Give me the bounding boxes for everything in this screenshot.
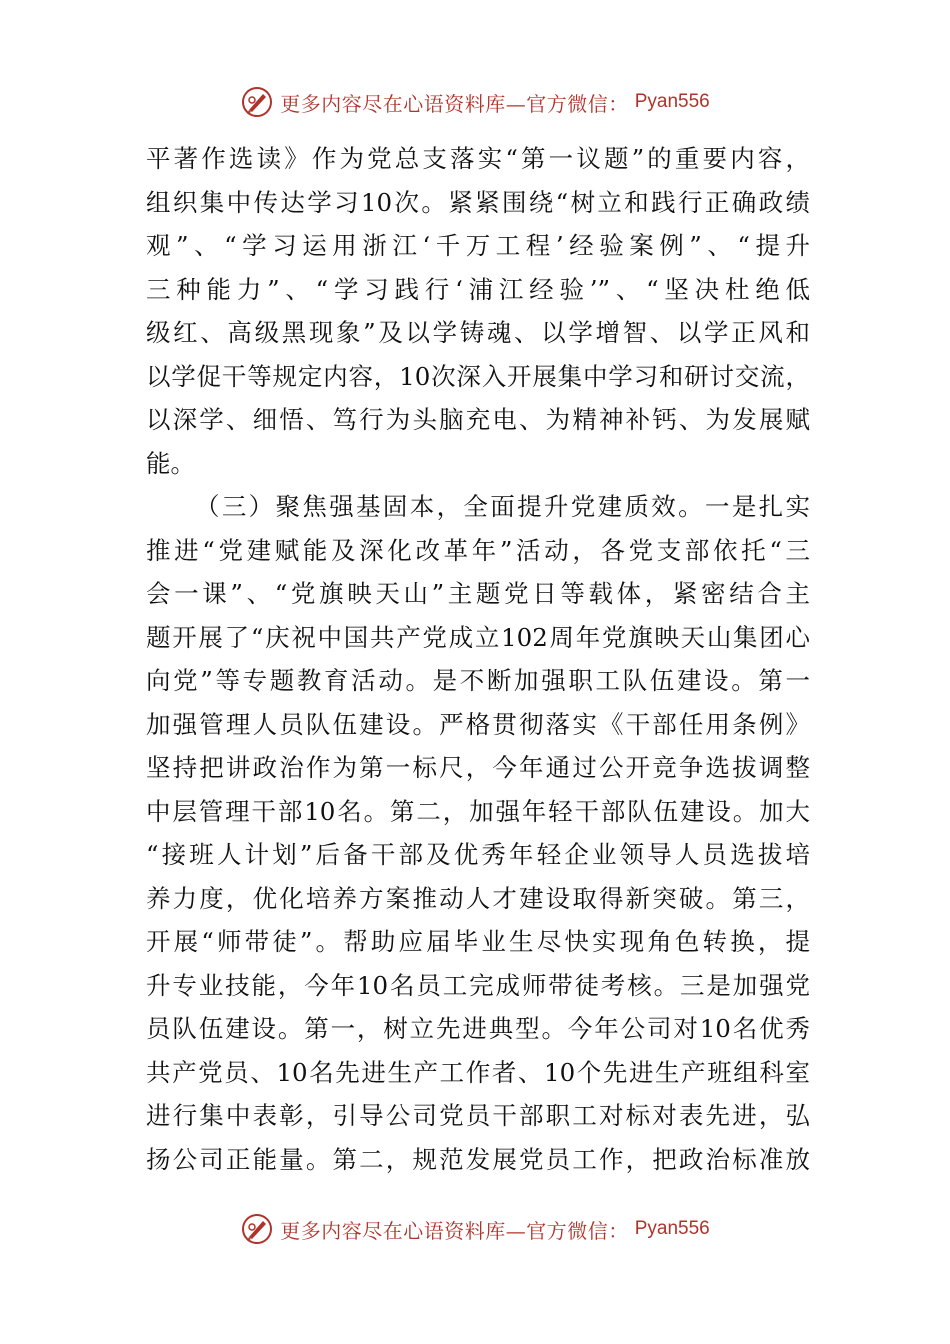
header-banner-handle: Pyan556 bbox=[634, 91, 710, 112]
body-line: 扬公司正能量。第二，规范发展党员工作，把政治标准放 bbox=[146, 1144, 810, 1174]
body-line: 观”、“学习运用浙江‘千万工程’经验案例”、“提升 bbox=[146, 231, 810, 260]
body-line: 员队伍建设。第一，树立先进典型。今年公司对10名优秀 bbox=[146, 1014, 810, 1043]
body-line: 以学促干等规定内容，10次深入开展集中学习和研讨交流， bbox=[146, 361, 810, 391]
header-banner bbox=[0, 80, 950, 124]
body-line: 养力度，优化培养方案推动人才建设取得新突破。第三， bbox=[146, 883, 810, 913]
footer-banner-handle: Pyan556 bbox=[634, 1218, 710, 1239]
footer-banner-text: 更多内容尽在心语资料库—官方微信： bbox=[280, 1218, 629, 1243]
body-line: 加强管理人员队伍建设。严格贯彻落实《干部任用条例》 bbox=[146, 709, 810, 739]
body-line: 进行集中表彰，引导公司党员干部职工对标对表先进，弘 bbox=[146, 1101, 810, 1130]
body-line: 三种能力”、“学习践行‘浦江经验’”、“坚决杜绝低 bbox=[146, 274, 810, 304]
body-line: 组织集中传达学习10次。紧紧围绕“树立和践行正确政绩 bbox=[146, 187, 810, 217]
body-line: 题开展了“庆祝中国共产党成立102周年党旗映天山集团心 bbox=[146, 622, 810, 652]
body-line: 以深学、细悟、笃行为头脑充电、为精神补钙、为发展赋 bbox=[146, 405, 810, 434]
footer-banner bbox=[0, 1207, 950, 1251]
document-body bbox=[146, 137, 810, 1181]
paragraph-start-line: （三）聚焦强基固本，全面提升党建质效。一是扎实 bbox=[195, 492, 810, 521]
body-line: 能。 bbox=[146, 448, 195, 478]
body-line: 中层管理干部10名。第二，加强年轻干部队伍建设。加大 bbox=[146, 796, 810, 826]
body-line: 推进“党建赋能及深化改革年”活动，各党支部依托“三 bbox=[146, 535, 810, 565]
body-line: 开展“师带徒”。帮助应届毕业生尽快实现角色转换，提 bbox=[146, 927, 810, 956]
body-line: 坚持把讲政治作为第一标尺，今年通过公开竞争选拔调整 bbox=[146, 753, 810, 782]
body-line: 升专业技能，今年10名员工完成师带徒考核。三是加强党 bbox=[146, 970, 810, 1000]
quill-pen-logo-icon bbox=[240, 1212, 274, 1246]
header-banner-text: 更多内容尽在心语资料库—官方微信： bbox=[280, 91, 629, 116]
body-line: 向党”等专题教育活动。是不断加强职工队伍建设。第一 bbox=[146, 666, 810, 695]
quill-pen-logo-icon bbox=[240, 85, 274, 119]
body-line: 平著作选读》作为党总支落实“第一议题”的重要内容， bbox=[146, 144, 810, 173]
body-line: 会一课”、“党旗映天山”主题党日等载体，紧密结合主 bbox=[146, 579, 810, 608]
body-line: 共产党员、10名先进生产工作者、10个先进生产班组科室 bbox=[146, 1057, 810, 1087]
body-line: “接班人计划”后备干部及优秀年轻企业领导人员选拔培 bbox=[146, 840, 810, 869]
body-line: 级红、高级黑现象”及以学铸魂、以学增智、以学正风和 bbox=[146, 318, 810, 347]
